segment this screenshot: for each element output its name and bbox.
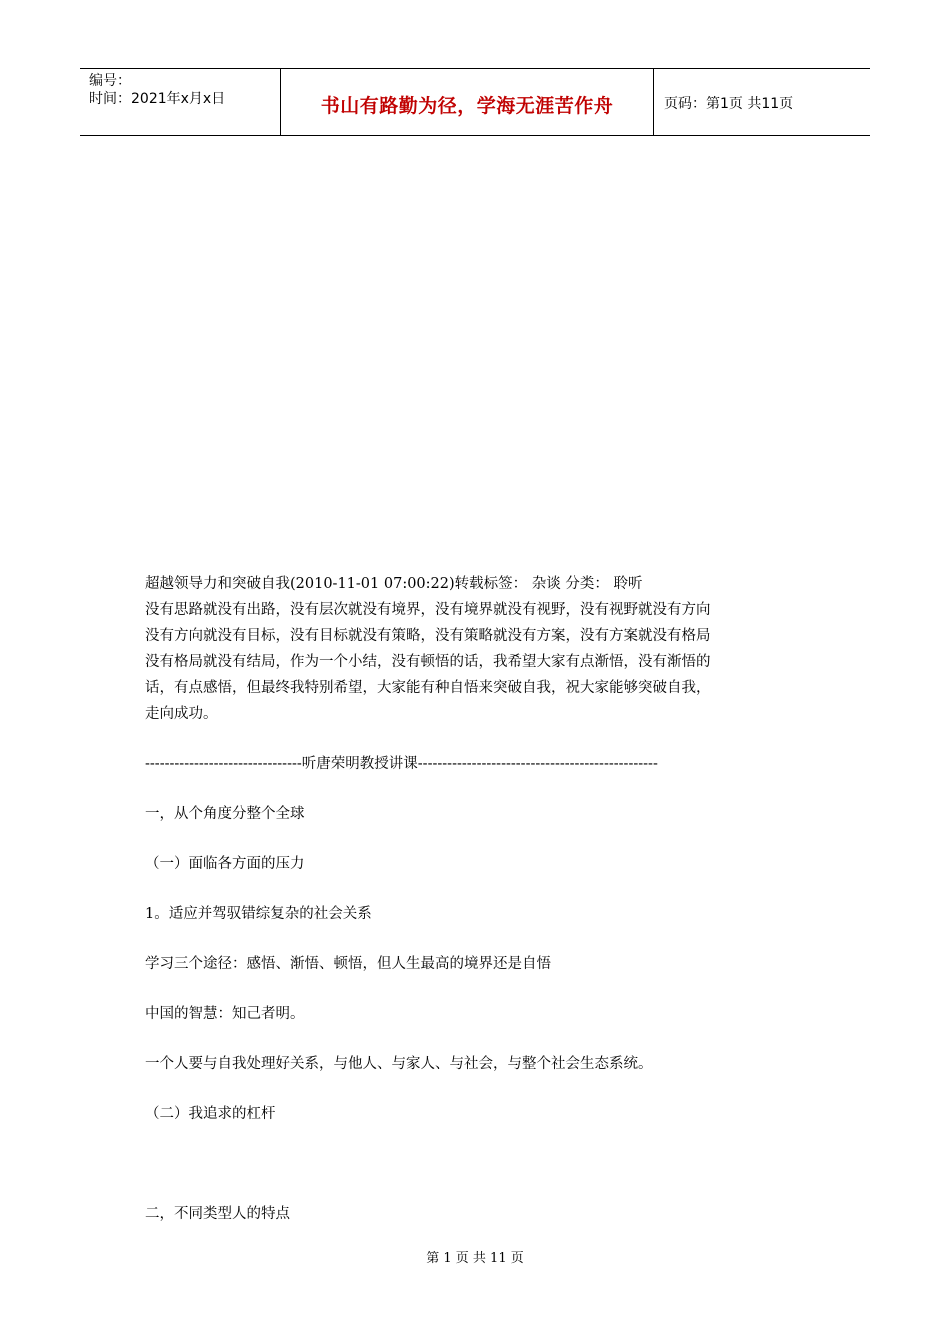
header-meta	[80, 69, 281, 135]
relations-text: 一个人要与自我处理好关系，与他人、与家人、与社会，与整个社会生态系统。	[145, 1056, 653, 1072]
intro-line: 没有方向就没有目标，没有目标就没有策略，没有策略就没有方案，没有方案就没有格局	[145, 628, 711, 644]
document-number-label: 编号：	[89, 73, 131, 89]
document-body	[145, 571, 815, 1227]
subsection-heading-2: （二）我追求的杠杆	[145, 1106, 276, 1122]
intro-line: 走向成功。	[145, 706, 218, 722]
intro-line: 没有思路就没有出路，没有层次就没有境界，没有境界就没有视野，没有视野就没有方向	[145, 602, 711, 618]
section-heading-2: 二，不同类型人的特点	[145, 1206, 290, 1222]
learning-paths-text: 学习三个途径：感悟、渐悟、顿悟，但人生最高的境界还是自悟	[145, 956, 551, 972]
chinese-wisdom-text: 中国的智慧：知己者明。	[145, 1006, 305, 1022]
section-heading-1: 一，从个角度分整个全球	[145, 806, 305, 822]
intro-line: 话，有点感悟，但最终我特别希望，大家能有种自悟来突破自我，祝大家能够突破自我，	[145, 680, 711, 696]
lecture-divider: --------------------------------听唐荣明教授讲课-------------------------------------------------	[145, 756, 658, 772]
document-header	[80, 68, 870, 136]
header-motto: 书山有路勤为径，学海无涯苦作舟	[281, 69, 654, 135]
page-footer: 第 1 页 共 11 页	[426, 1251, 524, 1266]
subsection-heading-1: （一）面临各方面的压力	[145, 856, 305, 872]
document-time-label: 时间：2021年x月x日	[89, 91, 226, 107]
intro-line: 没有格局就没有结局，作为一个小结，没有顿悟的话，我希望大家有点渐悟，没有渐悟的	[145, 654, 711, 670]
header-page-info: 页码：第1页 共11页	[664, 96, 794, 112]
article-title-line: 超越领导力和突破自我(2010-11-01 07:00:22)转载标签： 杂谈 分类： 聆听	[145, 576, 643, 592]
list-item-1: 1。适应并驾驭错综复杂的社会关系	[145, 906, 372, 922]
